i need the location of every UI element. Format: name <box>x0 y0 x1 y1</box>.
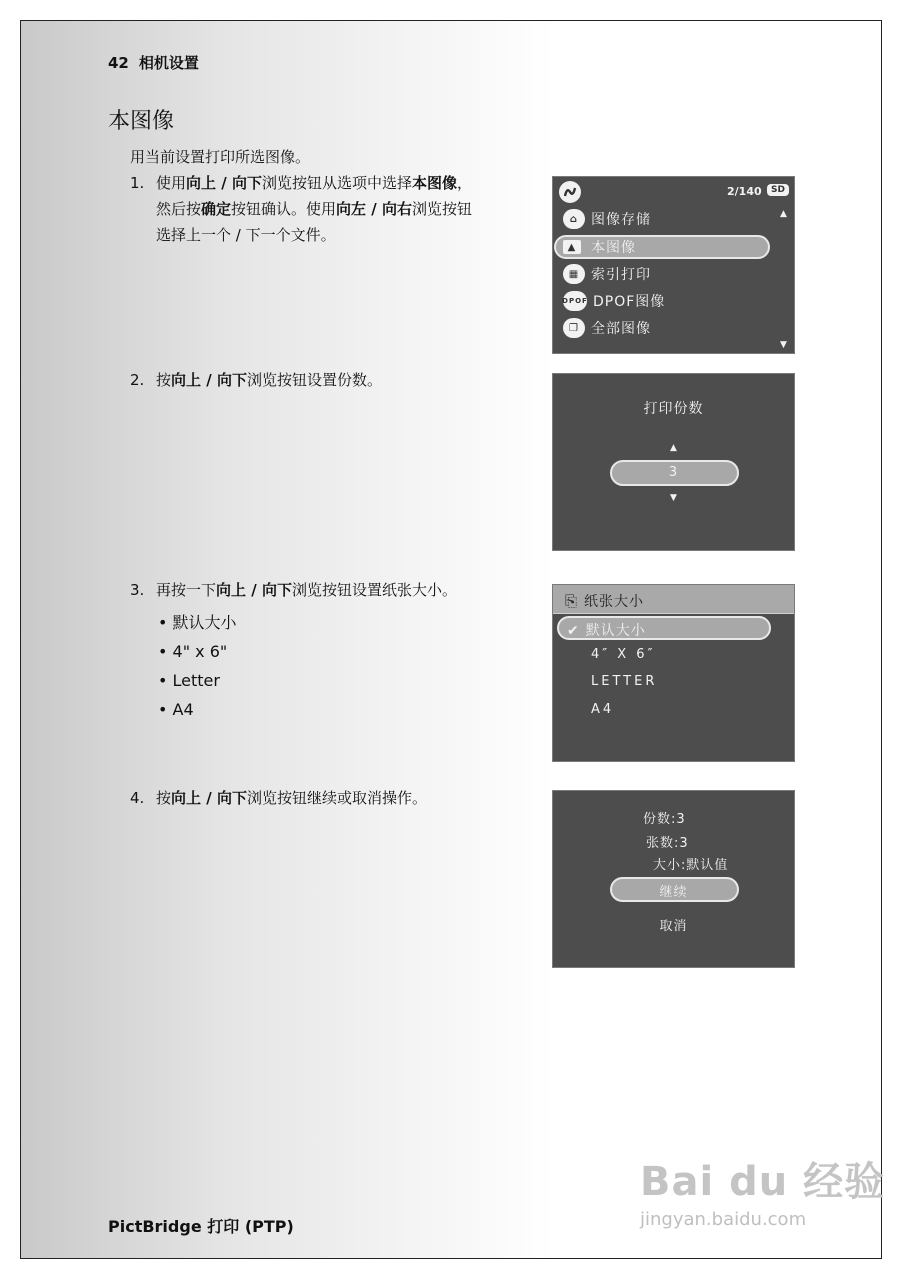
screen-print-menu <box>552 176 795 354</box>
image-counter: 2/140 <box>727 185 762 198</box>
step-4 <box>130 785 427 811</box>
text: 浏览按钮继续或取消操作。 <box>246 789 427 807</box>
screen-title: 打印份数 <box>643 401 704 417</box>
section-title: 本图像 <box>108 109 175 134</box>
option-label: 默认大小 <box>585 623 646 639</box>
screen-title <box>565 591 644 611</box>
text: 按 <box>156 789 172 807</box>
list-item: • Letter <box>158 666 237 695</box>
bold-text: 本图像 <box>411 174 457 192</box>
bold-text: 向上 / 向下 <box>216 581 292 599</box>
picture-icon: ▲ <box>563 240 581 254</box>
text: 然后按 <box>156 200 202 218</box>
step-number: 1. <box>130 174 145 192</box>
menu-item-all-images[interactable] <box>563 318 651 338</box>
list-item: • 4" x 6" <box>158 637 237 666</box>
menu-item-label: 全部图像 <box>591 321 651 337</box>
screen-paper-size <box>552 584 795 762</box>
watermark-url: jingyan.baidu.com <box>640 1209 807 1230</box>
screen-confirm <box>552 790 795 968</box>
step-1 <box>130 170 550 248</box>
page-footer: PictBridge 打印 (PTP) <box>108 1217 294 1236</box>
bold-text: 向上 / 向下 <box>171 789 247 807</box>
text: 按 <box>156 371 172 389</box>
menu-item-label: DPOF图像 <box>593 294 666 310</box>
copies-summary: 份数:3 <box>643 812 686 827</box>
cancel-button[interactable]: 取消 <box>659 919 688 934</box>
option-default-size[interactable] <box>567 620 646 640</box>
menu-item-dpof[interactable] <box>563 291 665 311</box>
list-item: • A4 <box>158 695 237 724</box>
list-item: • 默认大小 <box>158 608 237 637</box>
menu-item-index-print[interactable] <box>563 264 651 284</box>
text: 再按一下 <box>156 581 217 599</box>
sheets-summary: 张数:3 <box>646 836 689 851</box>
scroll-up-icon: ▲ <box>780 209 787 219</box>
text: 选择上一个 / 下一个文件。 <box>156 226 336 244</box>
paper-size-list <box>158 608 237 724</box>
text: 使用 <box>156 174 187 192</box>
option-4x6[interactable]: 4″ X 6″ <box>591 647 656 662</box>
option-a4[interactable]: A4 <box>591 702 615 717</box>
copies-value: 3 <box>668 465 679 480</box>
menu-item-label: 索引打印 <box>591 267 651 283</box>
paper-icon: ⎘ <box>565 592 579 610</box>
all-images-icon: ❐ <box>563 318 585 338</box>
sd-card-icon: SD <box>767 184 789 196</box>
check-icon: ✔ <box>567 623 580 639</box>
watermark-logo: Bai du 经验 <box>640 1159 886 1205</box>
text: 浏览按钮 <box>411 200 472 218</box>
title-label: 纸张大小 <box>584 594 645 610</box>
increase-icon[interactable]: ▲ <box>670 443 677 453</box>
step-number: 2. <box>130 371 145 389</box>
dpof-icon: DPOF <box>563 291 587 311</box>
pictbridge-icon <box>559 181 581 203</box>
grid-icon: ▦ <box>563 264 585 284</box>
intro-text: 用当前设置打印所选图像。 <box>130 148 311 166</box>
bold-text: 确定 <box>201 200 232 218</box>
text: 浏览按钮设置纸张大小。 <box>291 581 457 599</box>
scroll-down-icon: ▼ <box>780 340 787 350</box>
step-3 <box>130 577 457 603</box>
baidu-watermark <box>640 1150 885 1230</box>
bold-text: 向左 / 向右 <box>336 200 412 218</box>
home-icon: ⌂ <box>563 209 585 229</box>
chapter-title: 相机设置 <box>138 54 199 72</box>
menu-item-this-image[interactable] <box>563 237 636 257</box>
text: 浏览按钮从选项中选择 <box>261 174 412 192</box>
page-number: 42 <box>108 54 129 72</box>
option-letter[interactable]: LETTER <box>591 674 658 689</box>
continue-label: 继续 <box>659 885 688 900</box>
menu-item-save-images[interactable] <box>563 209 651 229</box>
decrease-icon[interactable]: ▼ <box>670 493 677 503</box>
step-number: 3. <box>130 581 145 599</box>
bold-text: 向上 / 向下 <box>186 174 262 192</box>
screen-copies <box>552 373 795 551</box>
bold-text: 向上 / 向下 <box>171 371 247 389</box>
size-summary: 大小:默认值 <box>653 858 729 873</box>
menu-item-label: 本图像 <box>591 240 636 256</box>
menu-item-label: 图像存储 <box>591 212 651 228</box>
page-header <box>108 52 199 73</box>
text: 浏览按钮设置份数。 <box>246 371 382 389</box>
text: 按钮确认。使用 <box>231 200 337 218</box>
step-number: 4. <box>130 789 145 807</box>
text: ， <box>456 174 472 192</box>
step-2 <box>130 367 382 393</box>
